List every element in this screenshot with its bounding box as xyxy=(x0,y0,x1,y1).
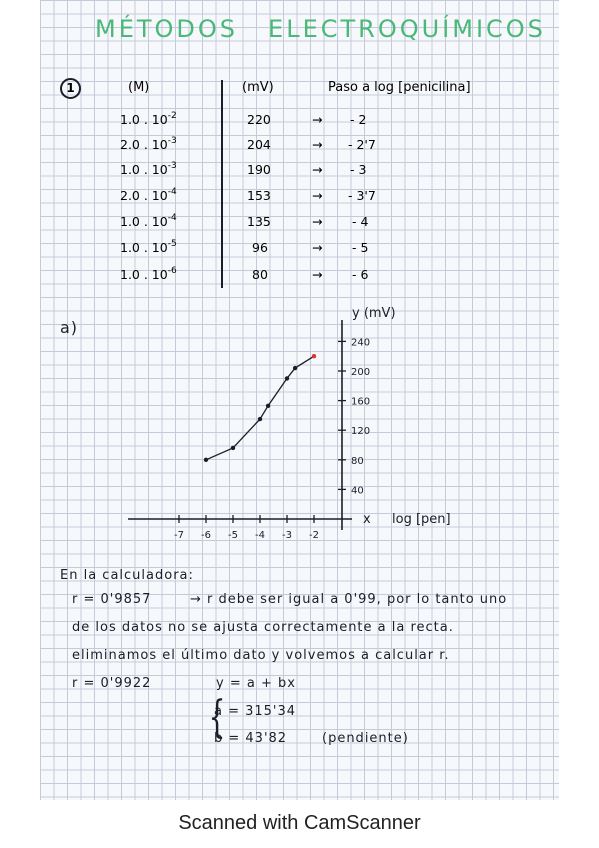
brace-icon: { xyxy=(208,692,226,743)
cell-millivolts: 80 xyxy=(252,267,268,282)
chart-ticks xyxy=(174,337,370,541)
arrow-icon: → xyxy=(312,214,323,229)
cell-millivolts: 204 xyxy=(247,137,271,152)
cell-molarity: 1.0 . $10^{-3}$ xyxy=(120,161,177,177)
y-tick-label: 240 xyxy=(351,337,371,349)
y-tick-label: 200 xyxy=(351,367,371,378)
cell-log: - 2 xyxy=(350,112,367,127)
header-log: Paso a log [penicilina] xyxy=(328,80,471,95)
cell-log: - 6 xyxy=(352,267,369,282)
x-tick-label: -6 xyxy=(201,530,211,541)
scanner-footer: Scanned with CamScanner xyxy=(178,812,421,834)
cell-molarity: 2.0 . $10^{-3}$ xyxy=(120,136,177,152)
cell-molarity: 1.0 . $10^{-4}$ xyxy=(120,213,177,229)
note-line-2: → r debe ser igual a 0'99, por lo tanto uno xyxy=(190,592,508,607)
y-tick-label: 80 xyxy=(351,455,364,467)
cell-log: - 5 xyxy=(352,240,369,255)
note-r-value-1: r = 0'9857 xyxy=(72,592,152,607)
cell-millivolts: 220 xyxy=(247,112,271,127)
cell-millivolts: 153 xyxy=(247,188,271,203)
cell-molarity: 2.0 . $10^{-4}$ xyxy=(120,187,177,203)
equation-b: b = 43'82 xyxy=(214,731,288,746)
data-point xyxy=(204,458,208,462)
part-label: a) xyxy=(60,318,79,337)
cell-millivolts: 190 xyxy=(247,162,271,177)
y-tick-label: 40 xyxy=(351,485,364,497)
section-number: 1 xyxy=(60,78,81,99)
equation-b-note: (pendiente) xyxy=(322,731,409,746)
title-part-2: ELECTROQUÍMICOS xyxy=(268,15,546,43)
arrow-icon: → xyxy=(312,162,323,177)
cell-molarity: 1.0 . $10^{-2}$ xyxy=(120,111,177,127)
cell-log: - 3'7 xyxy=(348,188,376,203)
header-millivolts: (mV) xyxy=(242,80,274,95)
x-tick-label: -7 xyxy=(174,530,184,541)
x-tick-label: -3 xyxy=(282,530,292,541)
y-axis-label: y (mV) xyxy=(352,306,396,321)
data-point xyxy=(231,446,235,450)
y-tick-label: 120 xyxy=(351,426,371,438)
data-point xyxy=(258,417,262,421)
header-molarity: (M) xyxy=(128,80,150,95)
x-tick-label: -2 xyxy=(309,530,319,541)
cell-millivolts: 135 xyxy=(247,214,271,229)
cell-millivolts: 96 xyxy=(252,240,268,255)
data-point xyxy=(312,354,316,358)
arrow-icon: → xyxy=(312,188,323,203)
equation-a: a = 315'34 xyxy=(214,704,297,719)
note-line-3: de los datos no se ajusta correctamente a la recta. xyxy=(72,620,454,635)
x-tick-label: -4 xyxy=(255,530,265,541)
arrow-icon: → xyxy=(312,137,323,152)
note-line-1: En la calculadora: xyxy=(60,568,194,583)
chart-axes xyxy=(128,320,352,530)
x-axis-label: log [pen] xyxy=(392,512,451,527)
cell-log: - 3 xyxy=(350,162,367,177)
y-tick-label: 160 xyxy=(351,396,371,408)
cell-molarity: 1.0 . $10^{-6}$ xyxy=(120,266,177,282)
x-tick-label: -5 xyxy=(228,530,238,541)
cell-log: - 4 xyxy=(352,214,369,229)
cell-log: - 2'7 xyxy=(348,137,376,152)
arrow-icon: → xyxy=(312,267,323,282)
x-axis-letter: x xyxy=(363,512,371,527)
chart-series xyxy=(204,354,316,462)
note-r-value-2: r = 0'9922 xyxy=(72,676,152,691)
note-line-4: eliminamos el último dato y volvemos a calcular r. xyxy=(72,648,450,663)
data-point xyxy=(293,366,297,370)
cell-molarity: 1.0 . $10^{-5}$ xyxy=(120,239,177,255)
arrow-icon: → xyxy=(312,112,323,127)
series-line xyxy=(206,356,314,460)
arrow-icon: → xyxy=(312,240,323,255)
equation-main: y = a + bx xyxy=(216,676,296,691)
data-point xyxy=(285,376,289,380)
title-part-1: MÉTODOS xyxy=(95,15,239,43)
data-point xyxy=(266,404,270,408)
